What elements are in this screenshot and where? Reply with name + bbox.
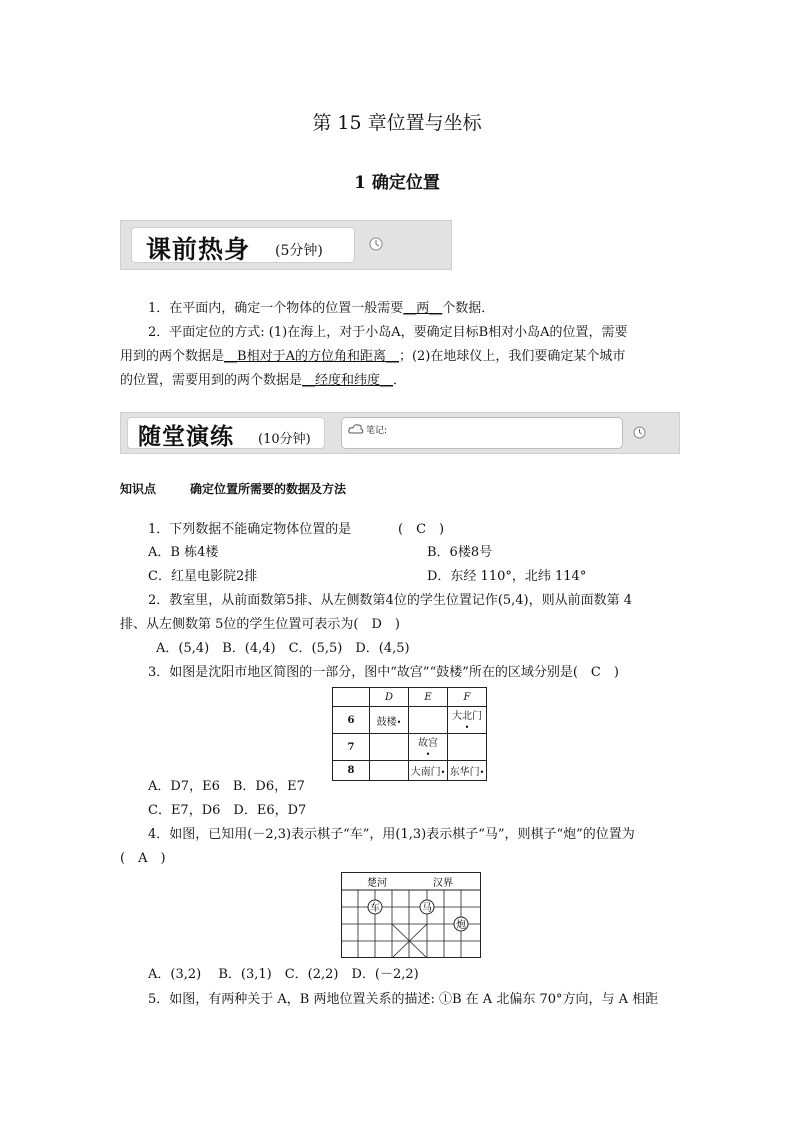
q4-line1: 4．如图，已知用(－2,3)表示棋子“车”，用(1,3)表示棋子“马”，则棋子“炮”的位置为 [148,827,635,842]
grid-cell: 故宫 • [409,734,448,761]
row-header: 8 [333,761,370,781]
grid-cell: 东华门 • [448,761,487,781]
grid-cell [370,734,409,761]
q4-options: A．(3,2) B．(3,1) C．(2,2) D．(－2,2) [148,967,419,982]
q2-options: A．(5,4) B．(4,4) C．(5,5) D．(4,5) [156,641,410,656]
q1-option-c: C．红星电影院2排 [148,569,258,584]
section-title: 1 确定位置 [354,173,440,193]
warmup-q1: 1．在平面内，确定一个物体的位置一般需要__两__个数据． [148,301,495,316]
q5-line1: 5．如图，有两种关于 A，B 两地位置关系的描述: ①B 在 A 北偏东 70°方向，与 A 相距 [148,992,659,1007]
q1-answer: ( C ) [398,522,445,537]
warmup-tag [131,227,355,263]
svg-text:车: 车 [370,903,380,914]
cloud-icon [348,423,364,435]
col-header: F [448,688,487,707]
warmup-q2-line2: 用到的两个数据是__B相对于A的方位角和距离__；(2)在地球仪上，我们要确定某个城市 [120,349,626,364]
q1-option-d: D．东经 110°，北纬 114° [427,569,587,584]
chess-piece-ma [420,900,434,914]
map-grid-table [332,687,487,781]
col-header: D [370,688,409,707]
grid-cell: 大南门 • [409,761,448,781]
warmup-q2-answer1: __B相对于A的方位角和距离__ [224,349,399,364]
practice-banner-title: 随堂演练 [138,424,234,450]
warmup-banner [120,220,452,270]
q1-stem: 1．下列数据不能确定物体位置的是 [148,522,352,537]
q3-options-1: A．D7，E6 B．D6，E7 [148,779,305,794]
practice-tag [127,417,325,449]
board-river-right: 汉界 [433,878,453,889]
note-box[interactable] [341,417,623,449]
chess-board-diagram [341,872,481,958]
svg-text:马: 马 [422,903,432,914]
board-river-left: 楚河 [367,878,387,889]
warmup-banner-time: (5分钟) [275,243,323,259]
knowledge-title: 确定位置所需要的数据及方法 [190,482,347,496]
warmup-banner-title: 课前热身 [146,235,251,264]
q3-options-2: C．E7，D6 D．E6，D7 [148,803,307,818]
chess-piece-pao [454,917,468,931]
note-label: 笔记: [366,426,388,436]
chapter-title: 第 15 章位置与坐标 [312,112,482,134]
knowledge-label: 知识点 [120,482,157,496]
q4-line2: ( A ) [120,851,166,866]
warmup-q2-line3: 的位置，需要用到的两个数据是__经度和纬度__． [120,373,407,388]
row-header: 7 [333,734,370,761]
practice-banner [120,412,680,454]
grid-cell [448,734,487,761]
svg-text:炮: 炮 [456,920,466,931]
warmup-q1-answer: __两__ [403,301,443,316]
q2-line1: 2．教室里，从前面数第5排、从左侧数第4位的学生位置记作(5,4)，则从前面数第 4 [148,593,633,608]
grid-cell [370,761,409,781]
warmup-q2-answer2: __经度和纬度__ [302,373,394,388]
grid-cell: 大北门 • [448,707,487,734]
q2-line2: 排、从左侧数第 5位的学生位置可表示为( D ) [120,617,400,632]
grid-cell [409,707,448,734]
clock-icon [369,237,383,251]
q3-stem: 3．如图是沈阳市地区简图的一部分，图中“故宫”“鼓楼”所在的区域分别是( C ) [148,665,619,680]
practice-banner-time: (10分钟) [258,432,311,447]
q1-option-b: B．6楼8号 [427,545,493,560]
col-header: E [409,688,448,707]
warmup-q2-line1: 2．平面定位的方式: (1)在海上，对于小岛A，要确定目标B相对小岛A的位置，需要 [148,325,628,340]
grid-cell: 鼓楼 • [370,707,409,734]
q1-option-a: A．B 栋4楼 [148,545,219,560]
row-header: 6 [333,707,370,734]
chess-piece-che [368,900,382,914]
clock-icon [633,426,646,439]
